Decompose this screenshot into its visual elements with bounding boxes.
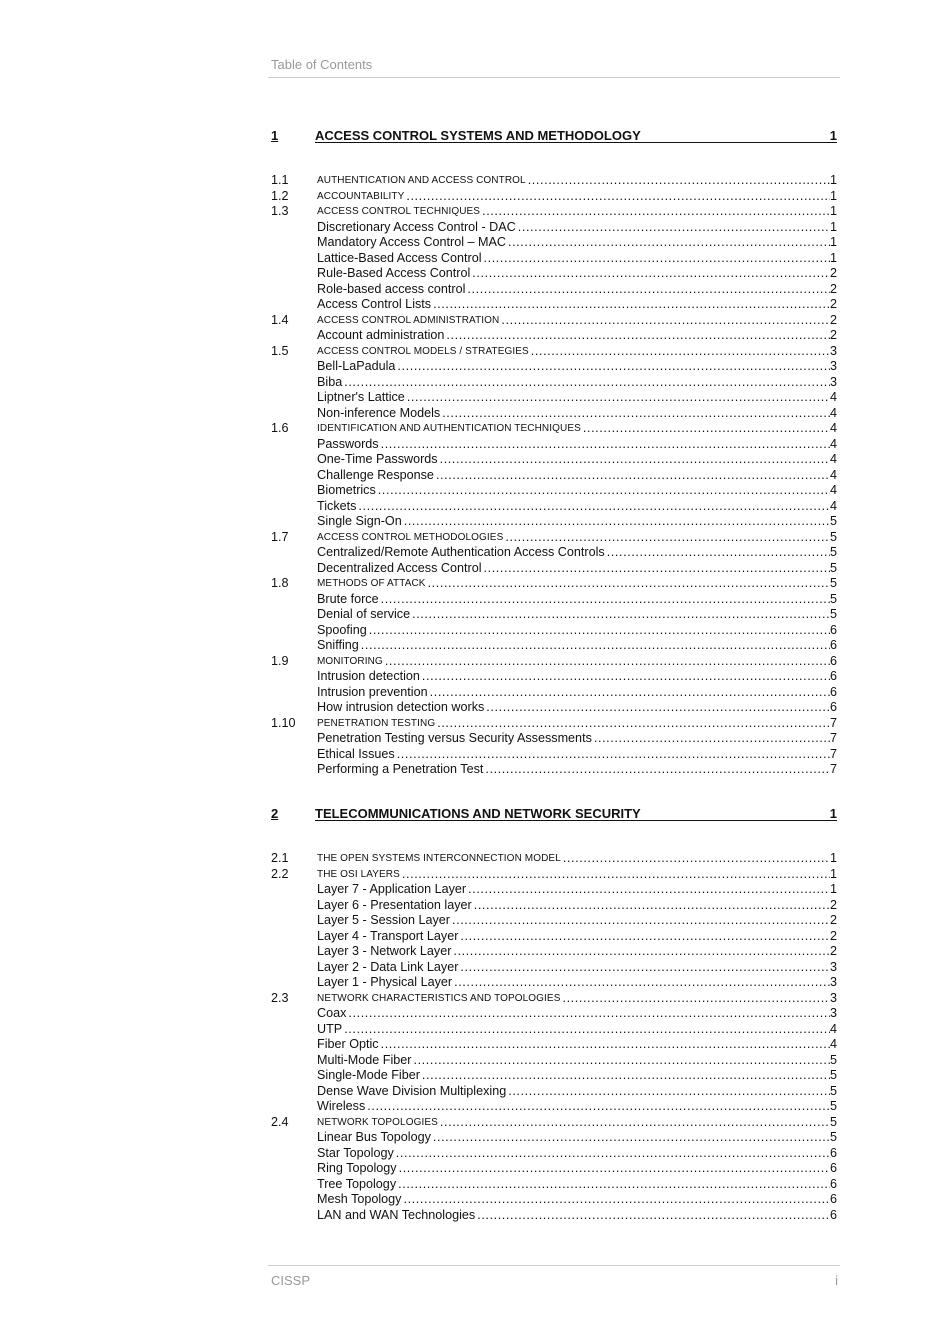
toc-entry-page: 2: [829, 944, 837, 958]
dot-leader: [397, 747, 830, 763]
dot-leader: [402, 867, 830, 883]
toc-subentry[interactable]: [271, 1084, 837, 1100]
toc-entry-page: 5: [829, 607, 837, 621]
toc-entry-label: How intrusion detection works: [317, 700, 485, 714]
toc-entry-page: 6: [829, 622, 837, 637]
footer-title: CISSP: [271, 1273, 311, 1288]
toc-subentry[interactable]: [271, 483, 837, 499]
toc-subentry[interactable]: [271, 1037, 837, 1053]
toc-entry-page: 4: [829, 390, 837, 404]
dot-leader: [562, 991, 830, 1007]
toc-entry-page: 7: [829, 715, 837, 730]
dot-leader: [413, 1053, 830, 1069]
page-number: i: [835, 1273, 838, 1288]
toc-entry-page: 1: [829, 173, 837, 187]
chapter-page: 1: [829, 128, 837, 143]
toc-subentry[interactable]: [271, 623, 837, 639]
toc-entry-page: 1: [829, 250, 837, 265]
toc-entry-label: NETWORK TOPOLOGIES: [317, 1116, 438, 1128]
toc-entry-label: Layer 3 - Network Layer: [317, 944, 452, 958]
toc-entry-label: Account administration: [317, 328, 445, 342]
toc-entry-page: 4: [829, 467, 837, 482]
toc-entry-page: 1: [829, 882, 837, 896]
toc-section-entry[interactable]: [271, 716, 837, 732]
toc-entry-page: 5: [829, 514, 837, 528]
toc-entry-page: 3: [829, 959, 837, 974]
dot-leader: [508, 1084, 830, 1100]
dot-leader: [381, 1037, 830, 1053]
toc-entry-label: IDENTIFICATION AND AUTHENTICATION TECHNIQUES: [317, 423, 581, 434]
toc-entry-page: 4: [829, 498, 837, 513]
page-header: Table of Contents: [271, 57, 373, 72]
chapter-page: 1: [829, 806, 837, 821]
toc-section-number: 1.9: [271, 653, 289, 668]
dot-leader: [436, 468, 830, 484]
toc-subentry[interactable]: [271, 266, 837, 282]
toc-entry-label: Layer 5 - Session Layer: [317, 913, 451, 927]
dot-leader: [454, 975, 830, 991]
toc-section-number: 1.4: [271, 312, 289, 327]
dot-leader: [484, 561, 830, 577]
toc-subentry[interactable]: [271, 882, 837, 898]
toc-entry-label: Intrusion prevention: [317, 684, 428, 699]
dot-leader: [607, 545, 830, 561]
toc-entry-page: 5: [829, 529, 837, 544]
toc-subentry[interactable]: [271, 669, 837, 685]
toc-section-entry[interactable]: [271, 189, 837, 205]
toc-entry-page: 3: [829, 975, 837, 989]
toc-entry-page: 5: [829, 1083, 837, 1098]
toc-subentry[interactable]: [271, 437, 837, 453]
toc-entry-label: One-Time Passwords: [317, 452, 438, 466]
toc-entry-label: MONITORING: [317, 655, 383, 667]
toc-entry-label: Tree Topology: [317, 1176, 397, 1191]
toc-entry-label: Biba: [317, 374, 343, 389]
toc-subentry[interactable]: [271, 747, 837, 763]
toc-list: [271, 173, 837, 778]
chapter-title: TELECOMMUNICATIONS AND NETWORK SECURITY: [315, 806, 641, 821]
toc-subentry[interactable]: [271, 1130, 837, 1146]
dot-leader: [344, 1022, 830, 1038]
dot-leader: [433, 297, 830, 313]
dot-leader: [399, 1161, 830, 1177]
dot-leader: [472, 266, 830, 282]
toc-section-number: 2.4: [271, 1114, 289, 1129]
toc-entry-label: Layer 1 - Physical Layer: [317, 975, 453, 989]
toc-section-entry[interactable]: [271, 576, 837, 592]
toc-entry-page: 5: [829, 1052, 837, 1067]
dot-leader: [437, 716, 830, 732]
toc-subentry[interactable]: [271, 762, 837, 778]
toc-entry-label: Bell-LaPadula: [317, 359, 396, 373]
toc-entry-page: 7: [829, 746, 837, 761]
toc-entry-label: ACCESS CONTROL MODELS / STRATEGIES: [317, 345, 529, 357]
toc-section-entry[interactable]: [271, 867, 837, 883]
toc-entry-page: 2: [829, 328, 837, 342]
toc-entry-label: Mandatory Access Control – MAC: [317, 235, 506, 249]
toc-entry-page: 4: [829, 1021, 837, 1036]
toc-subentry[interactable]: [271, 1192, 837, 1208]
toc-entry-page: 3: [829, 343, 837, 358]
toc-entry-label: Passwords: [317, 436, 379, 451]
dot-leader: [583, 421, 830, 437]
toc-entry-label: Fiber Optic: [317, 1037, 379, 1051]
toc-section-entry[interactable]: [271, 313, 837, 329]
toc-subentry[interactable]: [271, 251, 837, 267]
toc-entry-page: 3: [829, 374, 837, 389]
dot-leader: [403, 1192, 830, 1208]
toc-subentry[interactable]: [271, 1161, 837, 1177]
dot-leader: [460, 929, 830, 945]
toc-subentry[interactable]: [271, 731, 837, 747]
dot-leader: [422, 1068, 830, 1084]
toc-subentry[interactable]: [271, 235, 837, 251]
dot-leader: [518, 220, 830, 236]
toc-entry-page: 3: [829, 990, 837, 1005]
toc-subentry[interactable]: [271, 1022, 837, 1038]
toc-entry-label: Layer 4 - Transport Layer: [317, 928, 459, 943]
toc-entry-label: ACCOUNTABILITY: [317, 190, 405, 202]
toc-section-entry[interactable]: [271, 204, 837, 220]
toc-entry-label: Star Topology: [317, 1145, 394, 1160]
toc-entry-page: 2: [829, 266, 837, 280]
toc-subentry[interactable]: [271, 390, 837, 406]
toc-entry-page: 1: [829, 188, 837, 203]
toc-entry-page: 5: [829, 591, 837, 606]
toc-entry-label: Tickets: [317, 498, 357, 513]
toc-entry-label: Sniffing: [317, 638, 359, 652]
toc-entry-page: 5: [829, 576, 837, 590]
toc-subentry[interactable]: [271, 220, 837, 236]
toc-entry-label: Decentralized Access Control: [317, 560, 482, 575]
toc-subentry[interactable]: [271, 1053, 837, 1069]
toc-entry-page: 2: [829, 312, 837, 327]
dot-leader: [381, 592, 830, 608]
dot-leader: [348, 1006, 830, 1022]
dot-leader: [381, 437, 830, 453]
dot-leader: [369, 623, 830, 639]
dot-leader: [398, 1177, 830, 1193]
toc-entry-label: Wireless: [317, 1099, 366, 1113]
toc-entry-page: 1: [829, 235, 837, 249]
toc-entry-label: Layer 7 - Application Layer: [317, 882, 467, 896]
toc-section-entry[interactable]: [271, 173, 837, 189]
toc-entry-label: Spoofing: [317, 622, 367, 637]
toc-subentry[interactable]: [271, 375, 837, 391]
toc-entry-page: 2: [829, 928, 837, 943]
dot-leader: [406, 189, 830, 205]
toc-subentry[interactable]: [271, 913, 837, 929]
toc-entry-page: 5: [829, 1130, 837, 1144]
dot-leader: [467, 282, 830, 298]
toc-subentry[interactable]: [271, 1006, 837, 1022]
toc-section-number: 1.1: [271, 173, 289, 187]
toc-entry-label: ACCESS CONTROL METHODOLOGIES: [317, 531, 504, 543]
dot-leader: [430, 685, 830, 701]
toc-subentry[interactable]: [271, 406, 837, 422]
toc-entry-page: 1: [829, 866, 837, 881]
toc-entry-page: 5: [829, 1114, 837, 1129]
dot-leader: [397, 359, 830, 375]
toc-entry-label: Denial of service: [317, 607, 411, 621]
toc-entry-page: 5: [829, 545, 837, 559]
toc-entry-label: Intrusion detection: [317, 669, 420, 683]
toc-subentry[interactable]: [271, 282, 837, 298]
toc-subentry[interactable]: [271, 944, 837, 960]
toc-subentry[interactable]: [271, 452, 837, 468]
toc-subentry[interactable]: [271, 545, 837, 561]
toc-section-number: 2.1: [271, 851, 289, 865]
toc-subentry[interactable]: [271, 975, 837, 991]
header-rule: [268, 77, 840, 78]
dot-leader: [508, 235, 830, 251]
toc-entry-label: Liptner's Lattice: [317, 390, 405, 404]
dot-leader: [367, 1099, 830, 1115]
toc-entry-page: 6: [829, 1176, 837, 1191]
toc-entry-label: Ethical Issues: [317, 746, 395, 761]
toc-subentry[interactable]: [271, 898, 837, 914]
chapter-heading[interactable]: [271, 128, 837, 144]
dot-leader: [446, 328, 830, 344]
toc-entry-page: 4: [829, 483, 837, 497]
toc-entry-label: Penetration Testing versus Security Assessments: [317, 731, 592, 745]
toc-entry-page: 2: [829, 281, 837, 296]
dot-leader: [407, 390, 830, 406]
toc-entry-page: 6: [829, 669, 837, 683]
toc-section-entry[interactable]: [271, 530, 837, 546]
toc-section-number: 1.6: [271, 421, 289, 435]
toc-entry-label: Access Control Lists: [317, 297, 432, 311]
toc-entry-page: 3: [829, 359, 837, 373]
dot-leader: [396, 1146, 830, 1162]
toc-entry-page: 5: [829, 1068, 837, 1082]
toc-entry-page: 7: [829, 731, 837, 745]
chapter-number: 2: [271, 806, 279, 821]
toc-entry-page: 1: [829, 851, 837, 865]
toc-entry-label: Layer 2 - Data Link Layer: [317, 959, 459, 974]
toc-subentry[interactable]: [271, 561, 837, 577]
toc-entry-page: 2: [829, 297, 837, 311]
dot-leader: [484, 251, 830, 267]
dot-leader: [531, 344, 830, 360]
toc-entry-page: 6: [829, 1192, 837, 1206]
dot-leader: [358, 499, 830, 515]
dot-leader: [485, 762, 830, 778]
dot-leader: [378, 483, 830, 499]
chapter-number: 1: [271, 128, 279, 143]
toc-section-number: 2.2: [271, 866, 289, 881]
toc-entry-label: Biometrics: [317, 483, 376, 497]
toc-entry-page: 2: [829, 897, 837, 912]
toc-section-entry[interactable]: [271, 851, 837, 867]
toc-entry-label: Brute force: [317, 591, 379, 606]
dot-leader: [361, 638, 830, 654]
toc-entry-label: Rule-Based Access Control: [317, 266, 471, 280]
toc-subentry[interactable]: [271, 514, 837, 530]
toc-subentry[interactable]: [271, 1177, 837, 1193]
dot-leader: [440, 1115, 830, 1131]
toc-entry-label: Ring Topology: [317, 1161, 397, 1175]
toc-subentry[interactable]: [271, 960, 837, 976]
dot-leader: [404, 514, 830, 530]
dot-leader: [433, 1130, 830, 1146]
toc-section-entry[interactable]: [271, 654, 837, 670]
toc-entry-label: Non-inference Models: [317, 405, 441, 420]
toc-entry-label: Layer 6 - Presentation layer: [317, 897, 472, 912]
toc-entry-label: Role-based access control: [317, 281, 466, 296]
toc-entry-page: 3: [829, 1006, 837, 1020]
chapter-heading[interactable]: [271, 806, 837, 822]
toc-subentry[interactable]: [271, 929, 837, 945]
dot-leader: [453, 944, 830, 960]
dot-leader: [563, 851, 830, 867]
dot-leader: [477, 1208, 830, 1224]
toc-entry-label: NETWORK CHARACTERISTICS AND TOPOLOGIES: [317, 992, 561, 1004]
chapter-title: ACCESS CONTROL SYSTEMS AND METHODOLOGY: [315, 128, 641, 143]
toc-entry-page: 2: [829, 913, 837, 927]
toc-section-entry[interactable]: [271, 421, 837, 437]
toc-entry-page: 7: [829, 762, 837, 776]
dot-leader: [452, 913, 830, 929]
toc-subentry[interactable]: [271, 297, 837, 313]
toc-entry-page: 4: [829, 405, 837, 420]
footer-rule: [268, 1265, 840, 1266]
toc-subentry[interactable]: [271, 638, 837, 654]
toc-subentry[interactable]: [271, 592, 837, 608]
toc-entry-label: METHODS OF ATTACK: [317, 578, 426, 589]
toc-subentry[interactable]: [271, 1208, 837, 1224]
toc-entry-page: 6: [829, 1161, 837, 1175]
toc-entry-label: ACCESS CONTROL TECHNIQUES: [317, 206, 481, 217]
toc-section-number: 1.8: [271, 576, 289, 590]
dot-leader: [442, 406, 830, 422]
toc-entry-page: 5: [829, 560, 837, 575]
toc-entry-label: ACCESS CONTROL ADMINISTRATION: [317, 314, 500, 326]
toc-entry-label: UTP: [317, 1021, 343, 1036]
toc-entry-label: Single-Mode Fiber: [317, 1068, 420, 1082]
toc-entry-label: Coax: [317, 1006, 347, 1020]
dot-leader: [486, 700, 830, 716]
toc-subentry[interactable]: [271, 468, 837, 484]
toc-entry-label: LAN and WAN Technologies: [317, 1207, 476, 1222]
toc-section-entry[interactable]: [271, 1115, 837, 1131]
toc-entry-label: Linear Bus Topology: [317, 1130, 431, 1144]
toc-entry-label: PENETRATION TESTING: [317, 717, 436, 729]
toc-entry-page: 5: [829, 1099, 837, 1113]
toc-entry-page: 4: [829, 1037, 837, 1051]
toc-entry-label: Discretionary Access Control - DAC: [317, 219, 516, 234]
toc-entry-page: 4: [829, 436, 837, 451]
dot-leader: [528, 173, 830, 189]
dot-leader: [344, 375, 830, 391]
toc-entry-label: Multi-Mode Fiber: [317, 1052, 412, 1067]
dot-leader: [428, 576, 830, 592]
dot-leader: [468, 882, 830, 898]
toc-entry-label: THE OSI LAYERS: [317, 868, 400, 880]
toc-entry-page: 1: [829, 204, 837, 218]
toc-section-number: 1.10: [271, 715, 296, 730]
toc-entry-label: Challenge Response: [317, 467, 434, 482]
toc-entry-label: Centralized/Remote Authentication Access Controls: [317, 545, 605, 559]
toc-subentry[interactable]: [271, 1146, 837, 1162]
toc-section-number: 1.2: [271, 188, 289, 203]
toc-section-number: 1.7: [271, 529, 289, 544]
toc-entry-label: Lattice-Based Access Control: [317, 250, 482, 265]
dot-leader: [440, 452, 830, 468]
dot-leader: [385, 654, 830, 670]
toc-subentry[interactable]: [271, 499, 837, 515]
dot-leader: [474, 898, 830, 914]
toc-subentry[interactable]: [271, 328, 837, 344]
toc-entry-label: Dense Wave Division Multiplexing: [317, 1083, 507, 1098]
toc-section-number: 2.3: [271, 990, 289, 1005]
dot-leader: [501, 313, 830, 329]
toc-entry-label: AUTHENTICATION AND ACCESS CONTROL: [317, 175, 526, 186]
toc-entry-page: 6: [829, 638, 837, 652]
toc-entry-page: 4: [829, 452, 837, 466]
dot-leader: [505, 530, 830, 546]
toc-section-entry[interactable]: [271, 344, 837, 360]
toc-section-number: 1.5: [271, 343, 289, 358]
dot-leader: [422, 669, 830, 685]
toc-entry-page: 6: [829, 1145, 837, 1160]
toc-entry-label: Performing a Penetration Test: [317, 762, 484, 776]
toc-section-entry[interactable]: [271, 991, 837, 1007]
toc-entry-page: 1: [829, 219, 837, 234]
toc-subentry[interactable]: [271, 685, 837, 701]
toc-subentry[interactable]: [271, 1068, 837, 1084]
dot-leader: [412, 607, 830, 623]
toc-section-number: 1.3: [271, 204, 289, 218]
dot-leader: [482, 204, 830, 220]
toc-entry-label: THE OPEN SYSTEMS INTERCONNECTION MODEL: [317, 853, 561, 864]
toc-subentry[interactable]: [271, 1099, 837, 1115]
toc-subentry[interactable]: [271, 700, 837, 716]
dot-leader: [460, 960, 830, 976]
toc-entry-label: Mesh Topology: [317, 1192, 402, 1206]
toc-entry-page: 6: [829, 684, 837, 699]
toc-entry-page: 4: [829, 421, 837, 435]
toc-subentry[interactable]: [271, 359, 837, 375]
toc-subentry[interactable]: [271, 607, 837, 623]
toc-list: [271, 851, 837, 1223]
toc-entry-page: 6: [829, 653, 837, 668]
toc-entry-page: 6: [829, 700, 837, 714]
dot-leader: [594, 731, 830, 747]
toc-entry-label: Single Sign-On: [317, 514, 402, 528]
toc-entry-page: 6: [829, 1207, 837, 1222]
